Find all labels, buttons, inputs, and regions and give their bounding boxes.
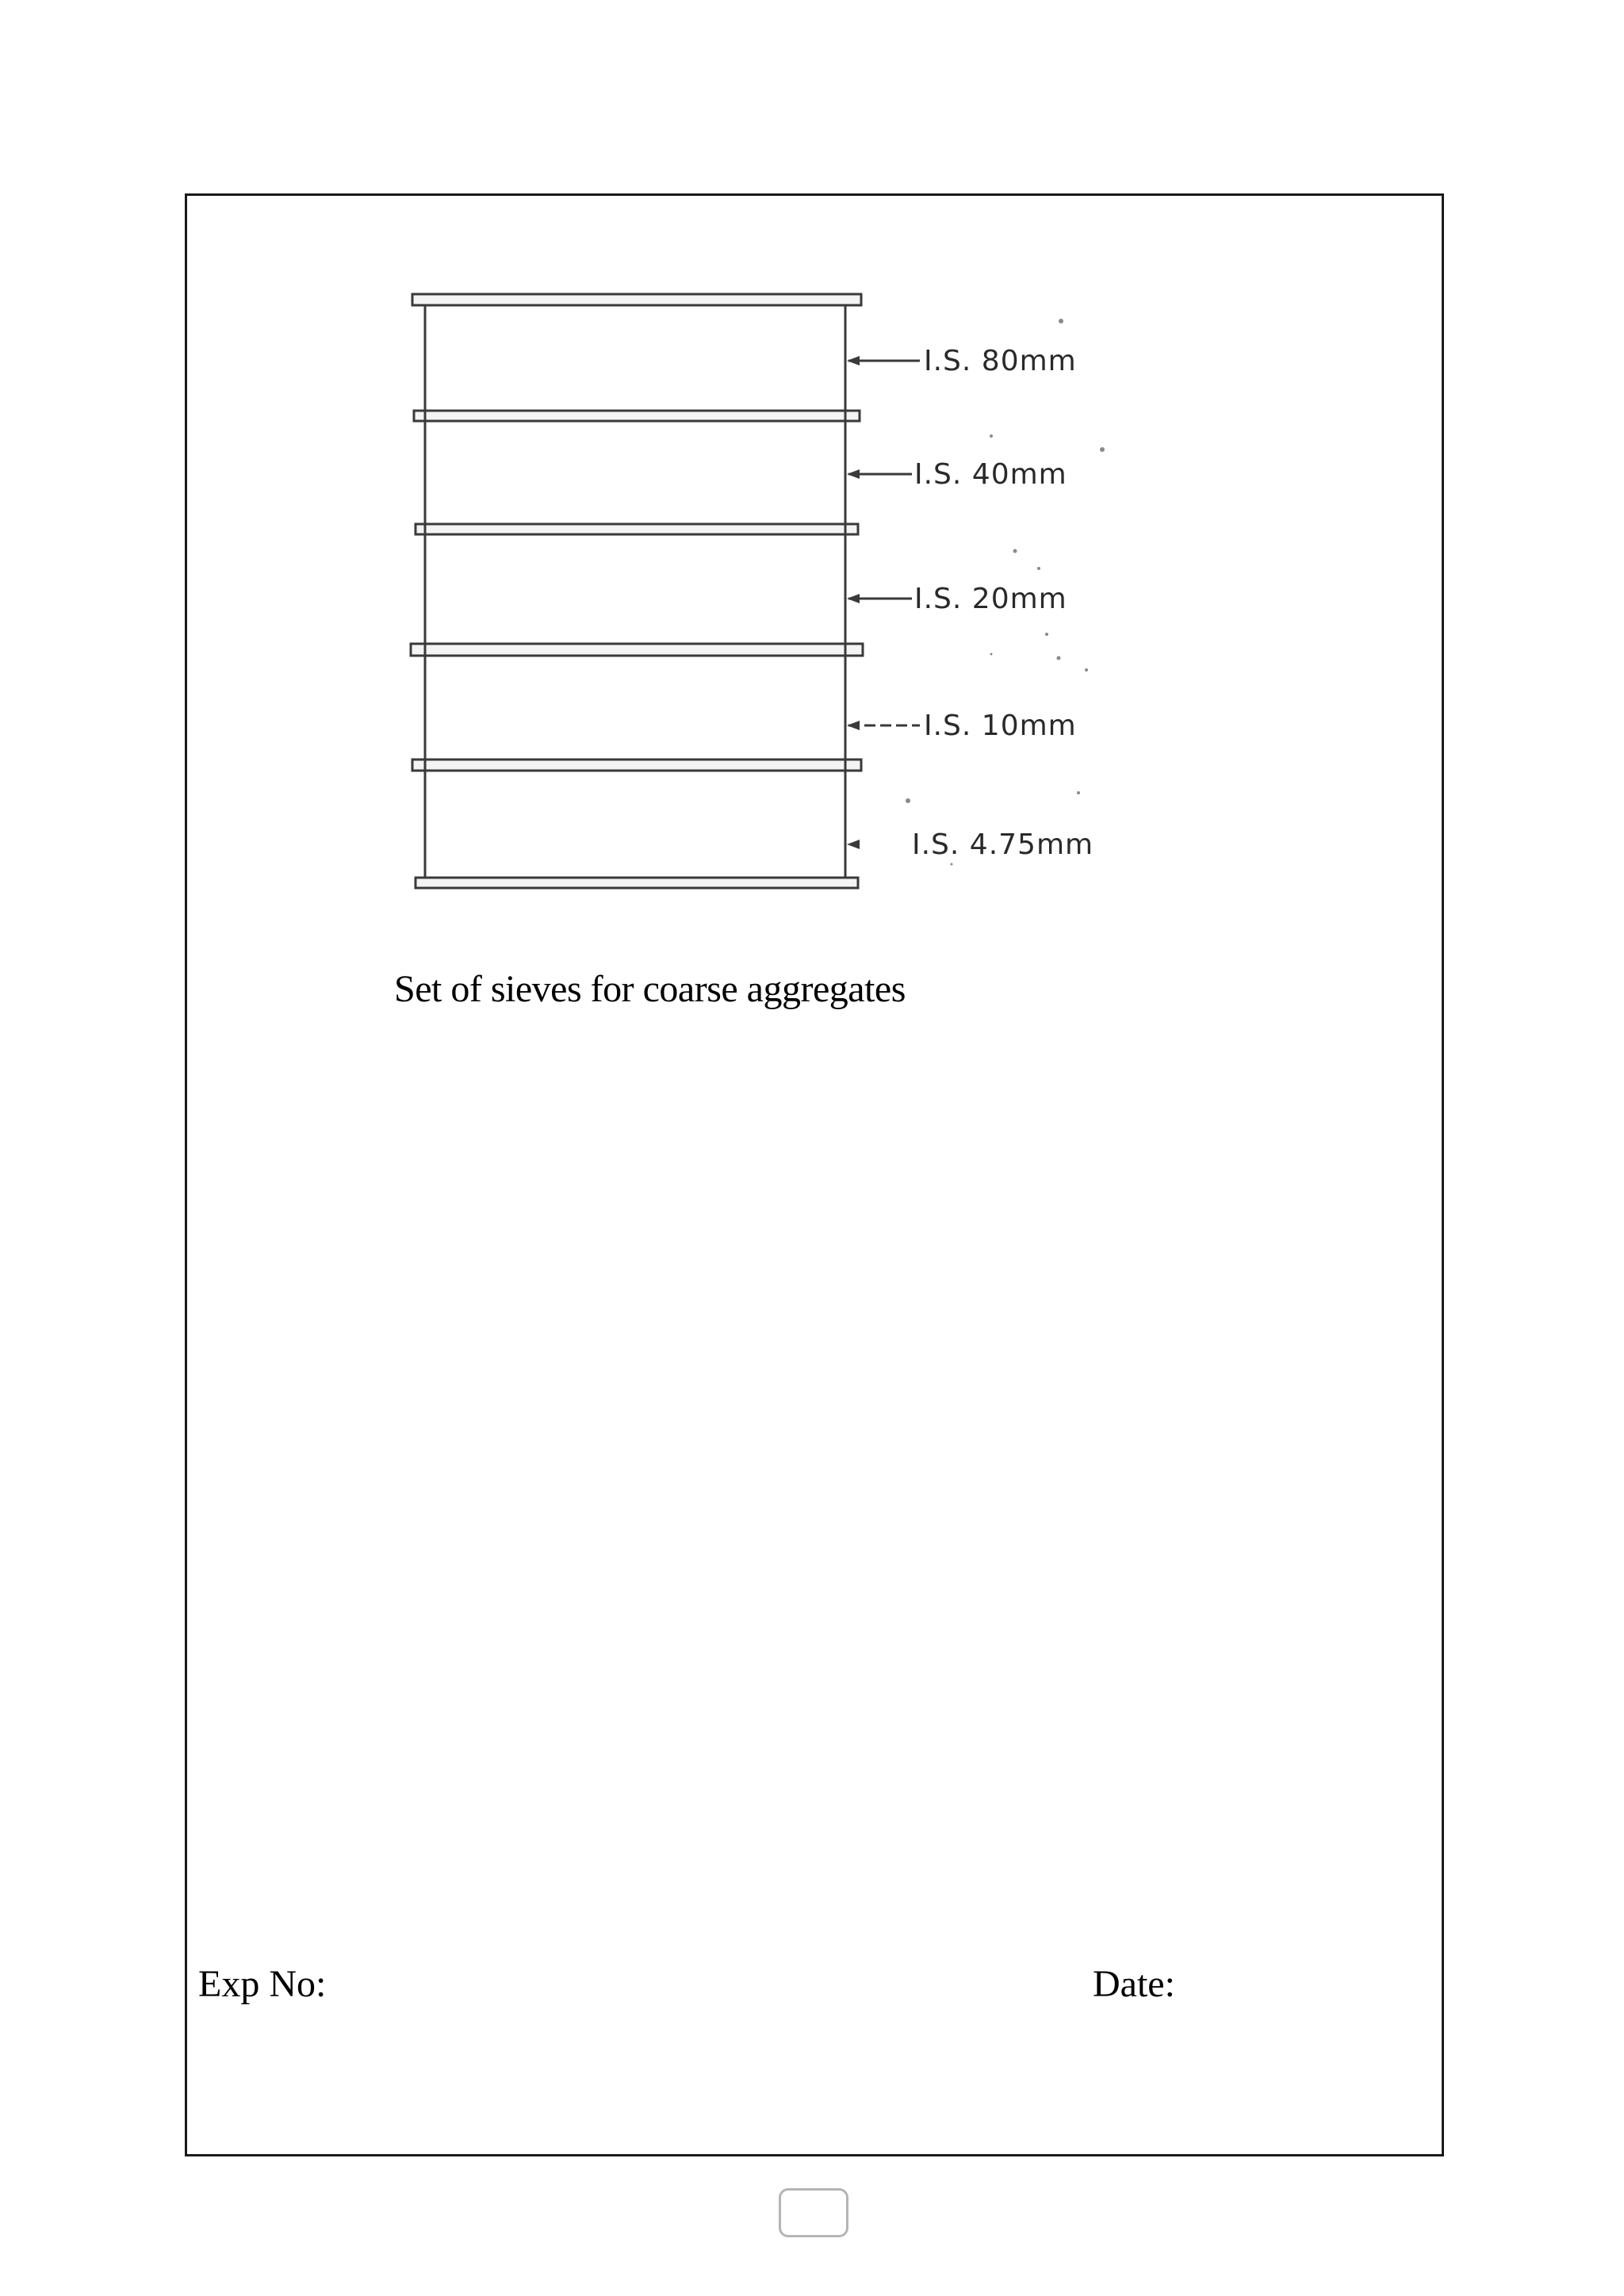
exp-no-label: Exp No: (198, 1963, 327, 2005)
date-label: Date: (1093, 1963, 1175, 2005)
sieve-rim (416, 878, 858, 888)
sieve-stack-figure (396, 281, 1158, 900)
arrow-head (847, 356, 860, 365)
sieve-label: I.S. 80mm (924, 345, 1077, 377)
sieve-rim (412, 760, 861, 771)
sieve-label: I.S. 40mm (914, 458, 1067, 491)
sieve-rim (414, 411, 860, 421)
page-number-box (779, 2188, 848, 2237)
figure-caption: Set of sieves for coarse aggregates (394, 968, 906, 1010)
sieve-label: I.S. 10mm (924, 710, 1077, 742)
sieve-stack-drawing (396, 281, 1158, 900)
arrow-head (847, 594, 860, 603)
arrow-head (847, 840, 860, 849)
sieve-rim (411, 644, 863, 656)
sieve-label: I.S. 20mm (914, 583, 1067, 615)
arrow-head (847, 469, 860, 479)
arrow-head (847, 721, 860, 730)
sieve-rim (416, 524, 858, 534)
sieve-rim (412, 294, 861, 305)
sieve-label: I.S. 4.75mm (912, 828, 1094, 861)
